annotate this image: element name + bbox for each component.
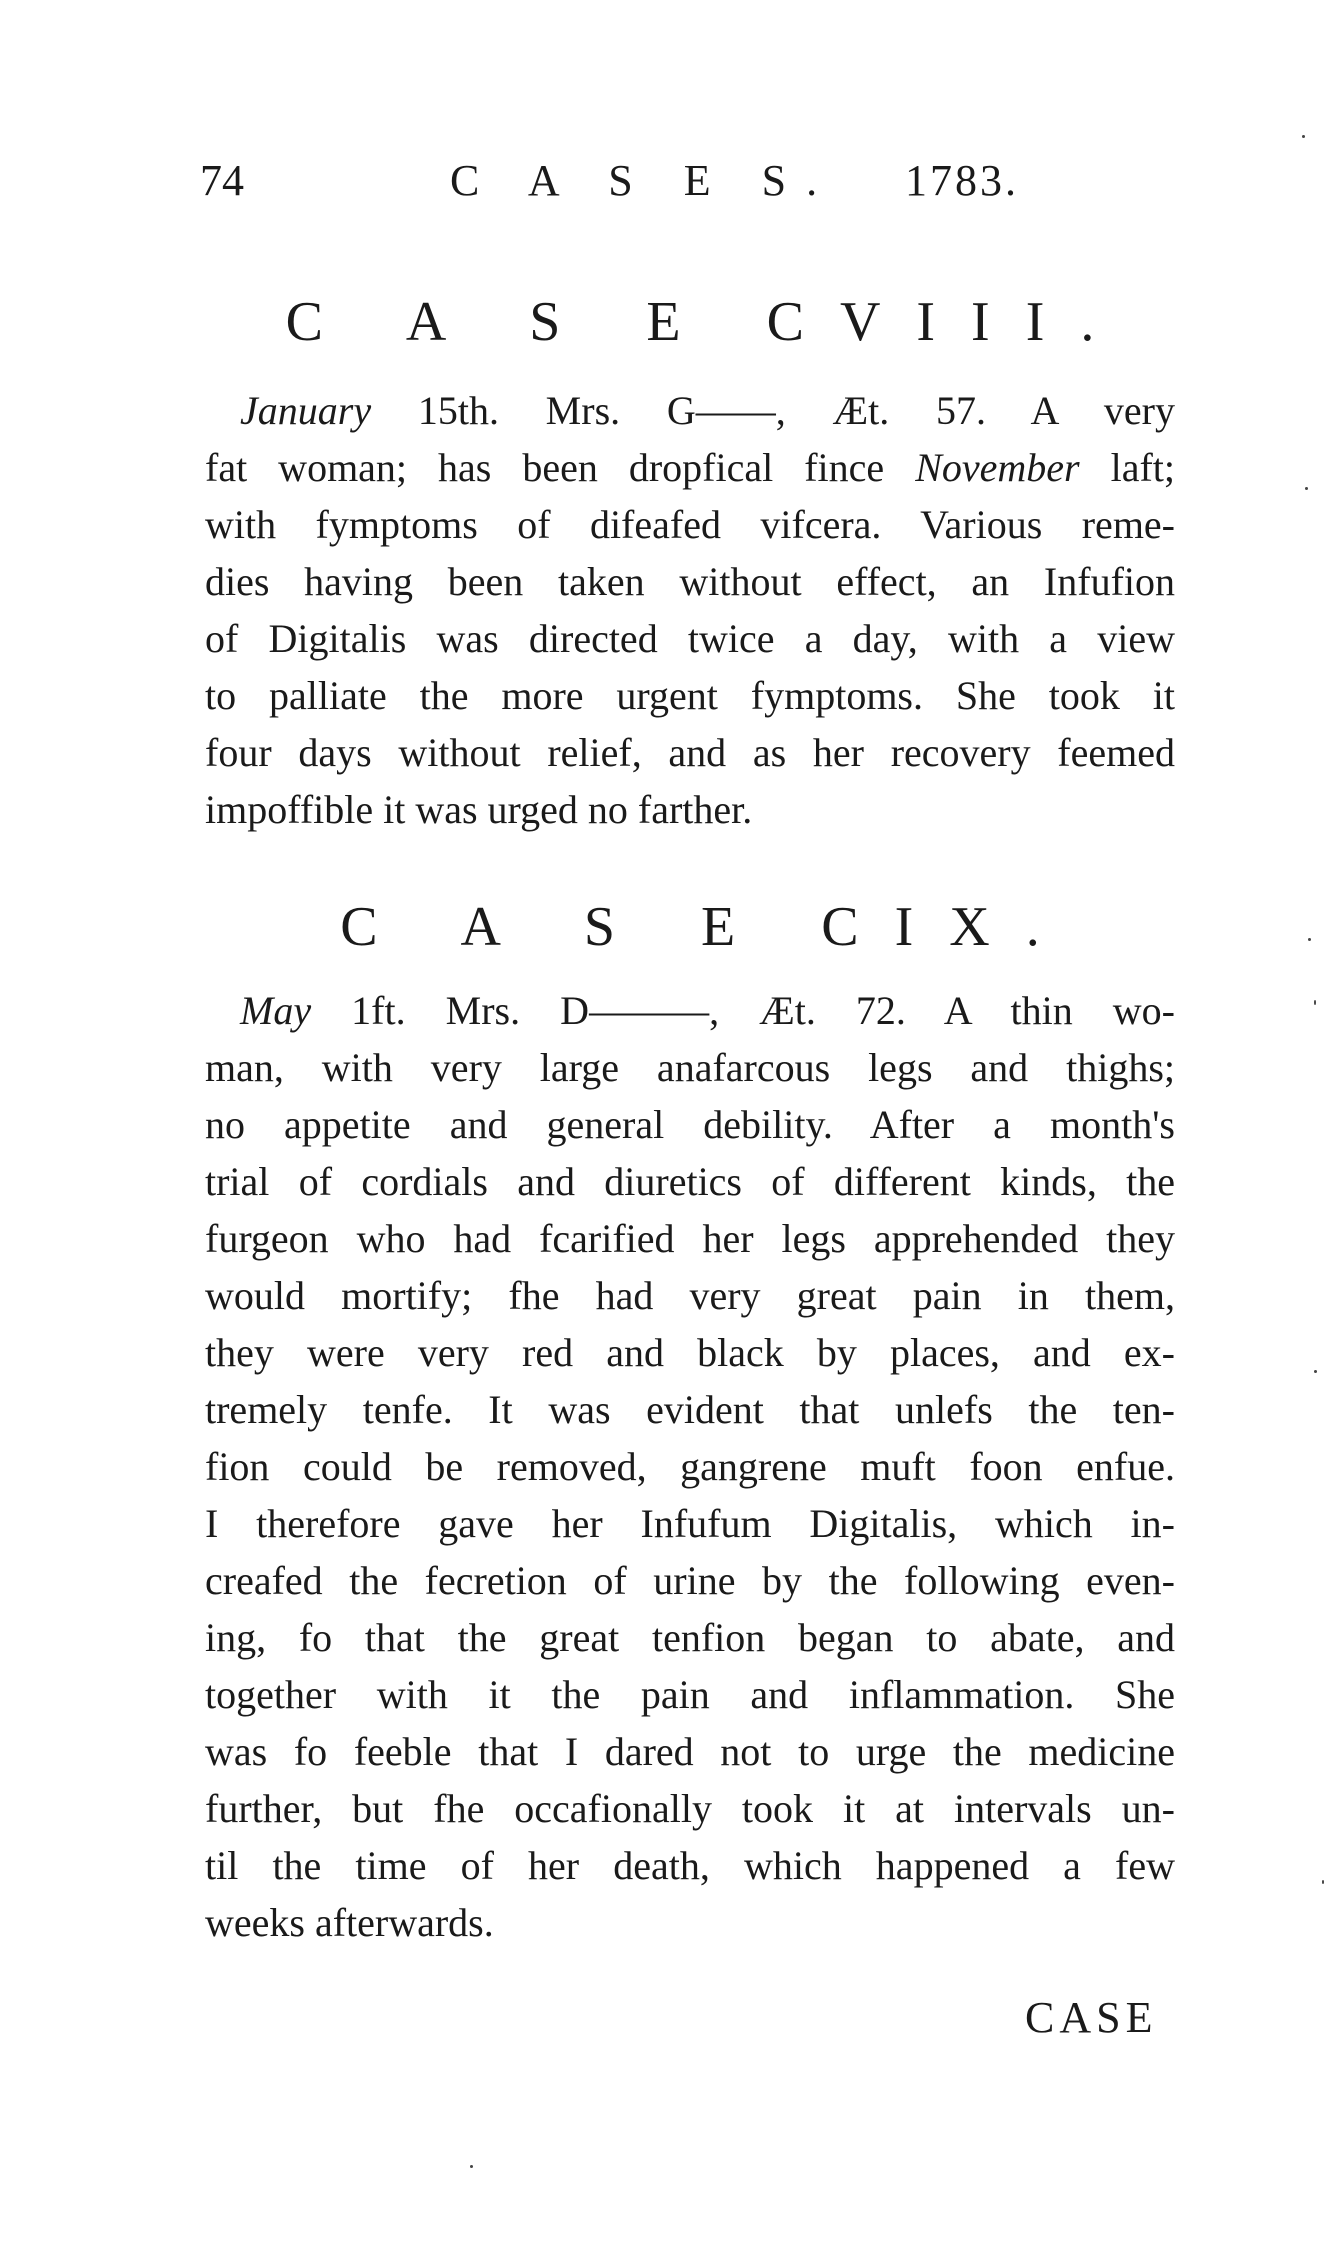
text-line: four days without relief, and as her recovery feemed <box>205 730 1175 775</box>
text-line: of Digitalis was directed twice a day, with a view <box>205 616 1175 661</box>
italic-month: January <box>240 388 372 433</box>
text-line: I therefore gave her Infufum Digitalis, which in- <box>205 1501 1175 1546</box>
catchword: CASE <box>1025 1993 1158 2042</box>
text-line: was fo feeble that I dared not to urge the medicine <box>205 1729 1175 1774</box>
text-line: til the time of her death, which happened a few <box>205 1843 1175 1888</box>
text-line: to palliate the more urgent fymptoms. She took it <box>205 673 1175 718</box>
text-line: dies having been taken without effect, an Infufion <box>205 559 1175 604</box>
case-cviii-title: C A S E CVIII. <box>285 291 1131 353</box>
text-line: furgeon who had fcarified her legs apprehended they <box>205 1216 1175 1261</box>
text-line: with fymptoms of difeafed vifcera. Various reme- <box>205 502 1175 547</box>
text-line: impoffible it was urged no farther. <box>205 787 753 832</box>
text-line: fion could be removed, gangrene muft foon enfue. <box>205 1444 1175 1489</box>
scan-speck <box>1314 1370 1317 1373</box>
case-cix-text <box>205 982 1175 1951</box>
scan-speck <box>1322 1880 1324 1884</box>
text-line: May 1ft. Mrs. D———, Æt. 72. A thin wo- <box>240 988 1175 1033</box>
text-line: man, with very large anafarcous legs and thighs; <box>205 1045 1175 1090</box>
running-title: C A S E S. <box>450 156 838 205</box>
scan-speck <box>1308 938 1311 941</box>
italic-month: November <box>915 445 1080 490</box>
text-line: trial of cordials and diuretics of different kinds, the <box>205 1159 1175 1204</box>
text-line: no appetite and general debility. After a month's <box>205 1102 1175 1147</box>
text-line: together with it the pain and inflammation. She <box>205 1672 1175 1717</box>
running-head <box>200 155 1180 215</box>
scan-speck <box>470 2165 473 2168</box>
scan-speck <box>1314 1000 1316 1005</box>
scan-speck <box>1305 487 1308 490</box>
case-cix-title: C A S E CIX. <box>340 896 1076 958</box>
text-line: creafed the fecretion of urine by the following even- <box>205 1558 1175 1603</box>
italic-month: May <box>240 988 312 1033</box>
text-line: January 15th. Mrs. G——, Æt. 57. A very <box>240 388 1175 433</box>
text-line: tremely tenfe. It was evident that unlefs the ten- <box>205 1387 1175 1432</box>
text-line: further, but fhe occafionally took it at intervals un- <box>205 1786 1175 1831</box>
page-number: 74 <box>200 156 244 205</box>
running-year: 1783. <box>905 156 1019 205</box>
text-line: weeks afterwards. <box>205 1900 494 1945</box>
text-line: fat woman; has been dropfical fince November laft; <box>205 445 1176 490</box>
text-line: ing, fo that the great tenfion began to abate, and <box>205 1615 1175 1660</box>
scan-speck <box>1302 135 1305 138</box>
case-cviii-text <box>205 382 1175 838</box>
text-line: would mortify; fhe had very great pain in them, <box>205 1273 1175 1318</box>
text-line: they were very red and black by places, and ex- <box>205 1330 1175 1375</box>
